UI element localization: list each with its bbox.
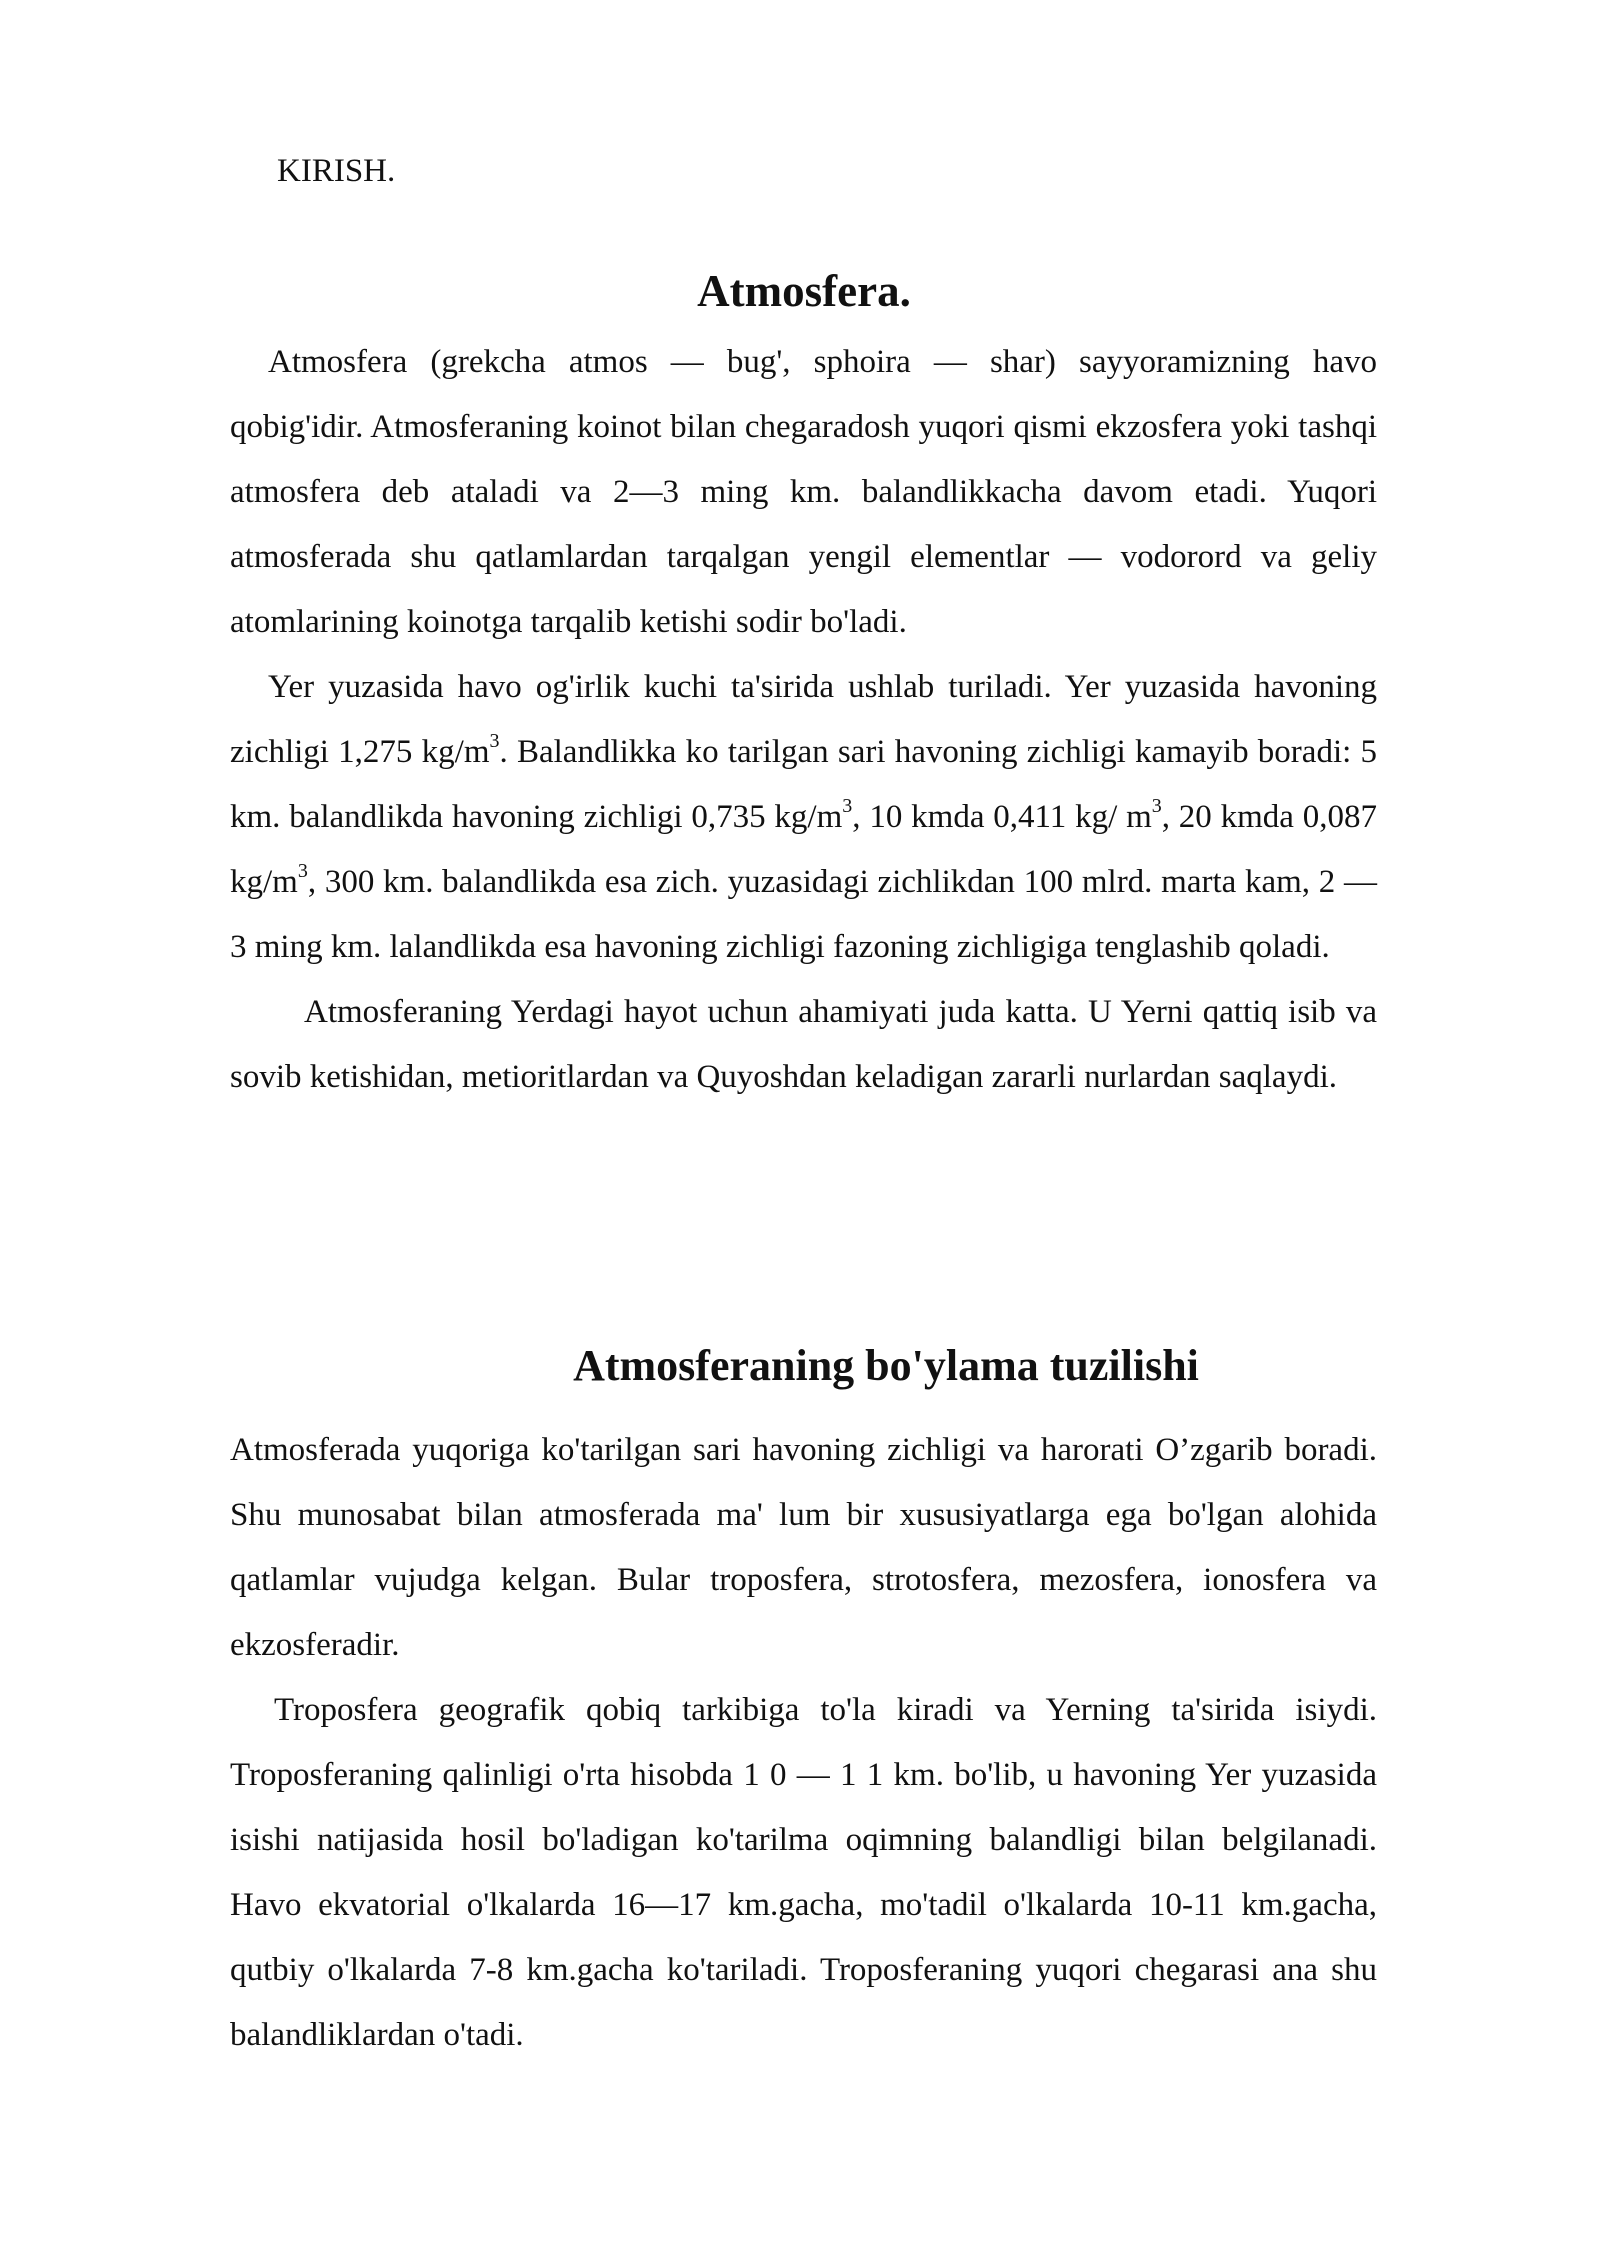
density-text-1: Yer yuzasida havo og'irlik kuchi ta'sirida ushlab turiladi. Yer yuzasida havoning zichligi 1,275 kg/m	[230, 669, 1377, 770]
section-structure-body	[230, 1418, 1377, 2068]
density-text-5: , 300 km. balandlikda esa zich. yuzasidagi zichlikdan 100 mlrd. marta kam, 2 — 3 ming km. lalandlikda esa havoning zichligi fazoning zichligiga tenglashib qoladi.	[230, 864, 1377, 965]
density-text-3: , 10 kmda 0,411 kg/ m	[852, 799, 1152, 835]
superscript-3: 3	[1151, 795, 1162, 817]
paragraph-air-density	[230, 655, 1377, 980]
section-title-structure: Atmosferaning bo'ylama tuzilishi	[573, 1341, 1199, 1390]
intro-heading: KIRISH.	[277, 153, 396, 189]
paragraph-troposphere: Troposfera geografik qobiq tarkibiga to'la kiradi va Yerning ta'sirida isiydi. Troposferaning qalinligi o'rta hisobda 1 0 — 1 1 km. bo'lib, u havoning Yer yuzasida isishi natijasida hosil bo'ladigan ko'tarilma oqimning balandligi bilan belgilanadi. Havo ekvatorial o'lkalarda 16—17 km.gacha, mo'tadil o'lkalarda 10-11 km.gacha, qutbiy o'lkalarda 7-8 km.gacha ko'tariladi. Troposferaning yuqori chegarasi ana shu balandliklardan o'tadi.	[230, 1692, 1377, 2053]
superscript-3: 3	[842, 795, 853, 817]
density-text-4: , 20 kmda 0,087 kg/m	[230, 799, 1377, 900]
paragraph-layers: Atmosferada yuqoriga ko'tarilgan sari havoning zichligi va harorati O’zgarib boradi. Shu munosabat bilan atmosferada ma' lum bir xususiyatlarga ega bo'lgan alohida qatlamlar vujudga kelgan. Bular troposfera, strotosfera, mezosfera, ionosfera va ekzosferadir.	[230, 1432, 1377, 1663]
density-text-2: . Balandlikka ko tarilgan sari havoning zichligi kamayib boradi: 5 km. balandlikda havoning zichligi 0,735 kg/m	[230, 734, 1377, 835]
section-atmosfera-body	[230, 330, 1377, 1110]
superscript-3: 3	[297, 860, 308, 882]
superscript-3: 3	[489, 730, 500, 752]
paragraph-atmosfera-definition: Atmosfera (grekcha atmos — bug', sphoira — shar) sayyoramizning havo qobig'idir. Atmosferaning koinot bilan chegaradosh yuqori qismi ekzosfera yoki tashqi atmosfera deb ataladi va 2—3 ming km. balandlikkacha davom etadi. Yuqori atmosferada shu qatlamlardan tarqalgan yengil elementlar — vodorord va geliy atomlarining koinotga tarqalib ketishi sodir bo'ladi.	[230, 344, 1377, 640]
section-title-atmosfera: Atmosfera.	[697, 266, 911, 316]
paragraph-importance: Atmosferaning Yerdagi hayot uchun ahamiyati juda katta. U Yerni qattiq isib va sovib ketishidan, metioritlardan va Quyoshdan keladigan zararli nurlardan saqlaydi.	[230, 994, 1377, 1095]
